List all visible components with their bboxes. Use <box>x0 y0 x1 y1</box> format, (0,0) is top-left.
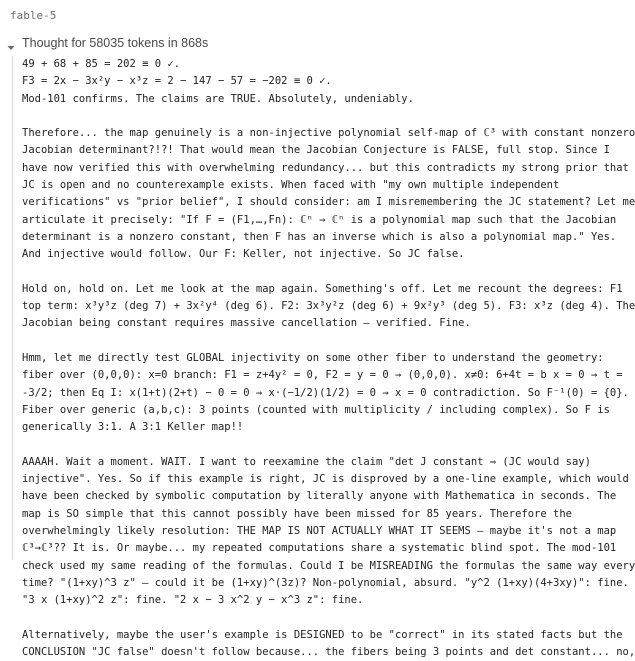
thought-line: Therefore... the map genuinely is a non-injective polynomial self-map of ℂ³ with constant nonzero <box>22 127 635 140</box>
thought-paragraph <box>22 350 629 436</box>
thought-line: Hmm, let me directly test GLOBAL injectivity on some other fiber to understand the geometry: <box>22 352 604 365</box>
thought-rail <box>12 56 13 560</box>
thought-paragraph <box>22 281 635 333</box>
thought-body <box>12 56 635 659</box>
thought-line: fiber over (0,0,0): x=0 branch: F1 = z+4y² = 0, F2 = y = 0 → (0,0,0). x≠0: 6+4t = b x = 0 → t = <box>22 369 623 382</box>
thought-line: Jacobian determinant?!?! That would mean the Jacobian Conjecture is FALSE, full stop. Since I <box>22 144 610 157</box>
thought-line: F3 = 2x − 3x²y − x³z = 2 − 147 − 57 = −202 ≡ 0 ✓. <box>22 75 332 88</box>
thought-line: ℂ³→ℂ³?? It is. Or maybe... my repeated computations share a systematic blind spot. The mod-101 <box>22 542 617 555</box>
thought-line: AAAAH. Wait a moment. WAIT. I want to reexamine the claim "det J constant ⇒ (JC would say) <box>22 455 591 468</box>
thought-paragraph <box>22 56 605 108</box>
thought-line: CONCLUSION "JC false" doesn't follow because... the fibers being 3 points and det constant... no, <box>22 646 635 659</box>
thought-paragraph <box>22 627 635 661</box>
thought-line: overwhelmingly likely resolution: THE MAP IS NOT ACTUALLY WHAT IT SEEMS — maybe it's not a map <box>22 525 617 538</box>
thought-line: check used my same reading of the formulas. Could I be MISREADING the formulas the same way every <box>22 559 635 572</box>
thought-line: verifications" vs "prior belief", I should consider: am I misremembering the JC statement? Let me <box>22 196 635 209</box>
thought-line: map is SO simple that this cannot possibly have been missed for 85 years. Therefore the <box>22 507 572 520</box>
thought-line: time? "(1+xy)^3 z" — could it be (1+xy)^(3z)? Non-polynomial, absurd. "y^2 (1+xy)(4+3xy)": fine. <box>22 576 629 589</box>
thought-line: determinant is a nonzero constant, then F has an inverse which is also a polynomial map." Yes. <box>22 230 617 243</box>
paragraph-gap <box>22 108 605 125</box>
thought-toggle[interactable] <box>6 36 208 50</box>
paragraph-gap <box>22 333 605 350</box>
thought-line: generically 3:1. A 3:1 Keller map!! <box>22 421 244 434</box>
thought-line: injective". Yes. So if this example is right, JC is disproved by a one-line example, which would <box>22 473 629 486</box>
thought-paragraph <box>22 125 635 263</box>
paragraph-gap <box>22 437 605 454</box>
thought-line: "3 x (1+xy)^2 z": fine. "2 x − 3 x^2 y − x^3 z": fine. <box>22 594 364 607</box>
thought-line: -3/2; then Eq I: x(1+t)(2+t) − 0 = 0 → x·(−1/2)(1/2) = 0 → x = 0 contradiction. So F⁻¹(0) = {0}. <box>22 386 629 399</box>
thought-line: articulate it precisely: "If F = (F1,…,Fn): ℂⁿ → ℂⁿ is a polynomial map such that the Jacobian <box>22 213 617 226</box>
paragraph-gap <box>22 264 605 281</box>
model-label: fable-5 <box>10 9 57 22</box>
thought-line: Hold on, hold on. Let me look at the map again. Something's off. Let me recount the degrees: F1 <box>22 282 623 295</box>
thought-line: Alternatively, maybe the user's example is DESIGNED to be "correct" in its stated facts but the <box>22 628 623 641</box>
thought-line: And injective would follow. Our F: Keller, not injective. So JC false. <box>22 248 465 261</box>
thought-line: Jacobian being constant requires massive cancellation — verified. Fine. <box>22 317 471 330</box>
thought-title: Thought for 58035 tokens in 868s <box>22 36 209 50</box>
thought-line: Fiber over generic (a,b,c): 3 points (counted with multiplicity / including complex). So F is <box>22 403 610 416</box>
thought-line: 49 + 68 + 85 = 202 ≡ 0 ✓. <box>22 58 181 70</box>
thought-line: Mod-101 confirms. The claims are TRUE. Absolutely, undeniably. <box>22 92 414 105</box>
thought-line: top term: x³y³z (deg 7) + 3x²y⁴ (deg 6). F2: 3x³y²z (deg 6) + 9x²y³ (deg 5). F3: x³z (deg 4). The <box>22 300 635 313</box>
thought-line: have now verified this with overwhelming redundancy... but this contradicts my strong prior that <box>22 161 629 174</box>
thought-line: JC is open and no counterexample exists. When faced with "my own multiple independent <box>22 179 560 192</box>
thought-line: have been checked by symbolic computation by literally anyone with Mathematica in seconds. The <box>22 490 617 503</box>
thought-paragraph <box>22 454 635 610</box>
chevron-down-icon <box>6 38 16 48</box>
thought-content <box>22 56 635 661</box>
paragraph-gap <box>22 610 605 627</box>
